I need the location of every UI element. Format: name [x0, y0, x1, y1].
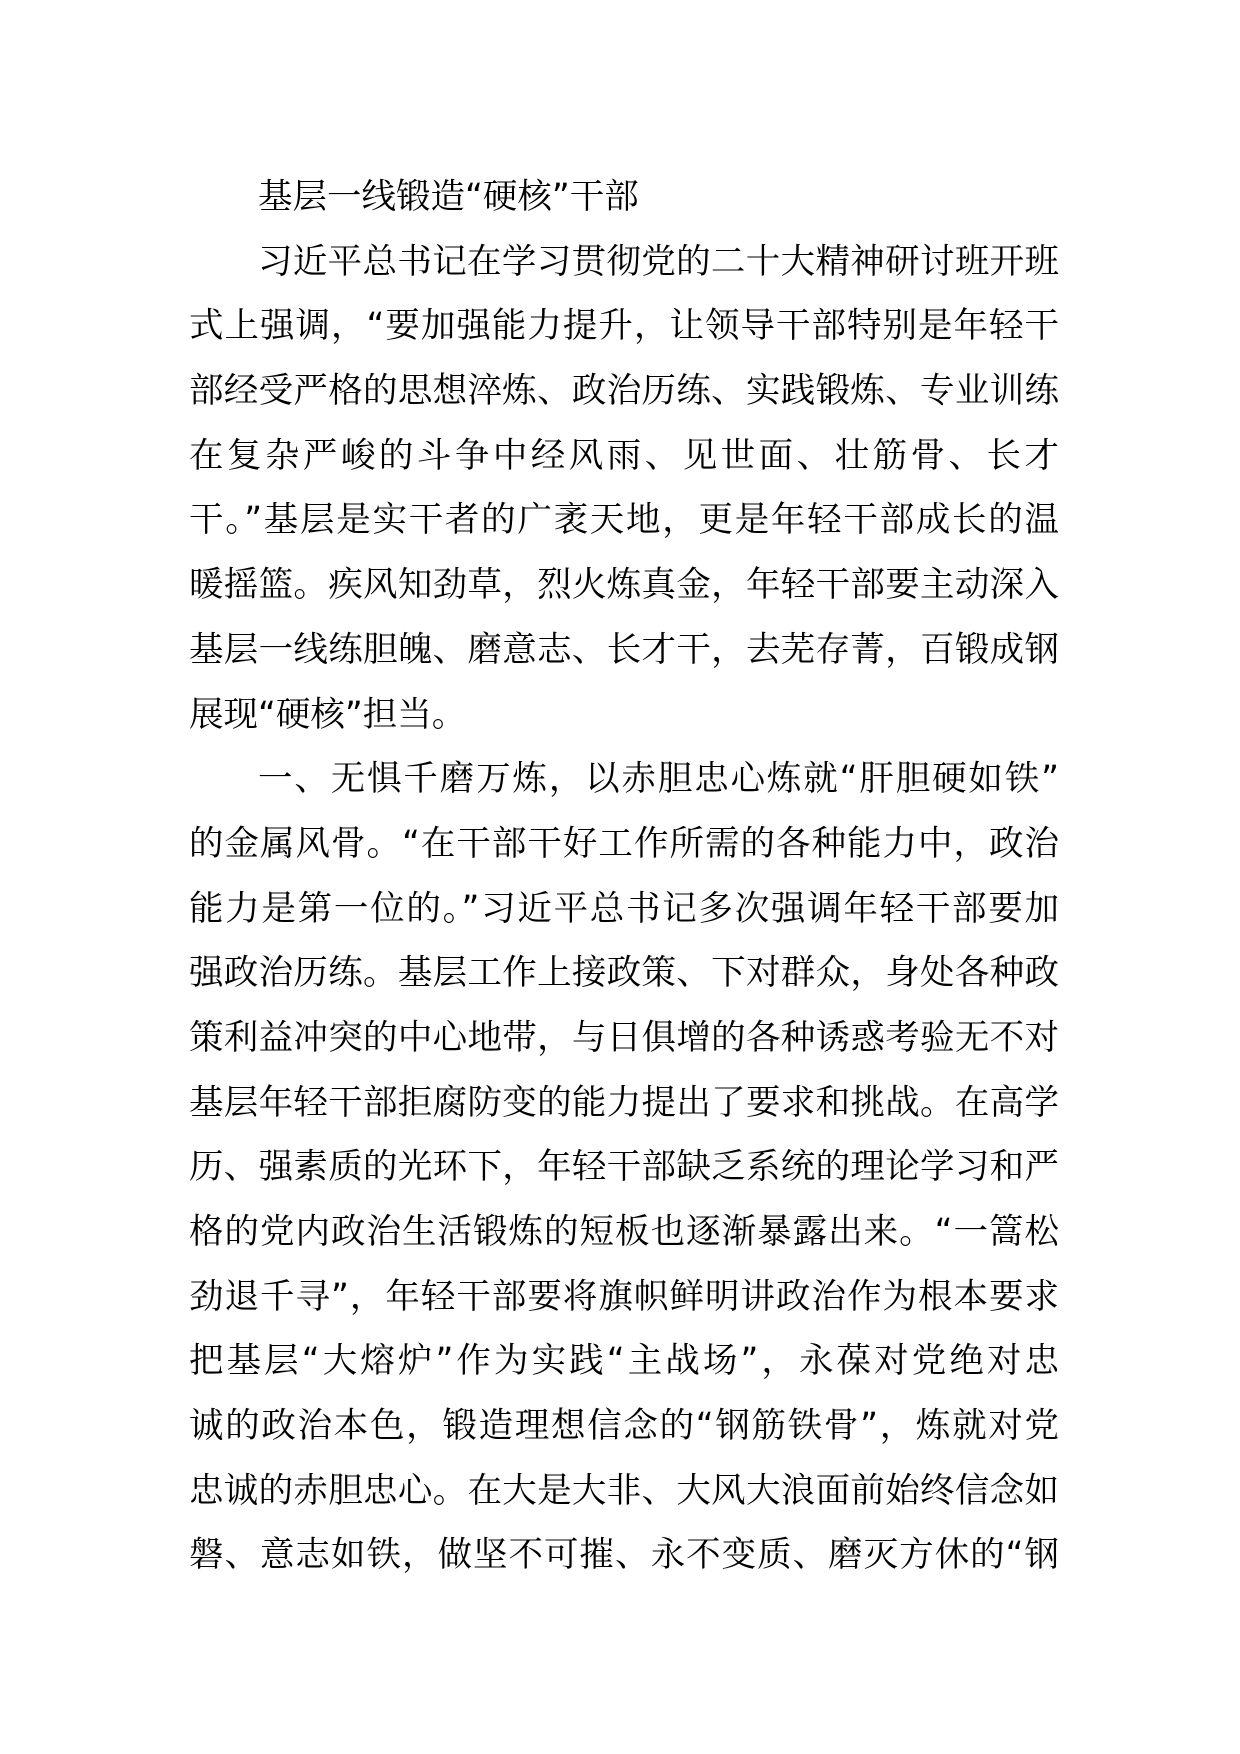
- document-title: 基层一线锻造“硬核”干部: [258, 177, 639, 217]
- text-line: 强政治历练。基层工作上接政策、下对群众，身处各种政: [189, 953, 1059, 994]
- text-line: 忠诚的赤胆忠心。在大是大非、大风大浪面前始终信念如: [189, 1470, 1059, 1511]
- text-line: 磐、意志如铁，做坚不可摧、永不变质、磨灭方休的“钢: [189, 1535, 1059, 1576]
- text-line: 展现“硬核”担当。: [189, 694, 467, 735]
- paragraph-intro: [189, 230, 1059, 748]
- text-line: 把基层“大熔炉”作为实践“主战场”，永葆对党绝对忠: [189, 1341, 1059, 1382]
- text-line: 习近平总书记在学习贯彻党的二十大精神研讨班开班: [258, 241, 1059, 282]
- text-line: 的金属风骨。“在干部干好工作所需的各种能力中，政治: [189, 823, 1059, 864]
- text-line: 策利益冲突的中心地带，与日俱增的各种诱惑考验无不对: [189, 1017, 1059, 1058]
- text-line: 暖摇篮。疾风知劲草，烈火炼真金，年轻干部要主动深入: [189, 565, 1059, 606]
- text-line: 基层一线练胆魄、磨意志、长才干，去芜存菁，百锻成钢: [189, 629, 1059, 670]
- text-line: 格的党内政治生活锻炼的短板也逐渐暴露出来。“一篙松: [189, 1212, 1059, 1252]
- text-line: 历、强素质的光环下，年轻干部缺乏系统的理论学习和严: [189, 1147, 1059, 1188]
- text-line: 诚的政治本色，锻造理想信念的“钢筋铁骨”，炼就对党: [189, 1406, 1059, 1447]
- text-line: 劲退千寻”，年轻干部要将旗帜鲜明讲政治作为根本要求: [189, 1276, 1059, 1317]
- paragraph-section-one: [189, 747, 1059, 1588]
- text-line: 干。”基层是实干者的广袤天地，更是年轻干部成长的温: [189, 500, 1059, 541]
- document-body: [189, 165, 1059, 1588]
- text-line: 能力是第一位的。”习近平总书记多次强调年轻干部要加: [189, 888, 1059, 929]
- text-line: 在复杂严峻的斗争中经风雨、见世面、壮筋骨、长才: [189, 435, 1059, 476]
- section-heading-line: 一、无惧千磨万炼，以赤胆忠心炼就“肝胆硬如铁”: [258, 759, 1059, 800]
- text-line: 基层年轻干部拒腐防变的能力提出了要求和挑战。在高学: [189, 1082, 1059, 1123]
- text-line: 部经受严格的思想淬炼、政治历练、实践锻炼、专业训练: [189, 371, 1059, 412]
- text-line: 式上强调，“要加强能力提升，让领导干部特别是年轻干: [189, 306, 1059, 347]
